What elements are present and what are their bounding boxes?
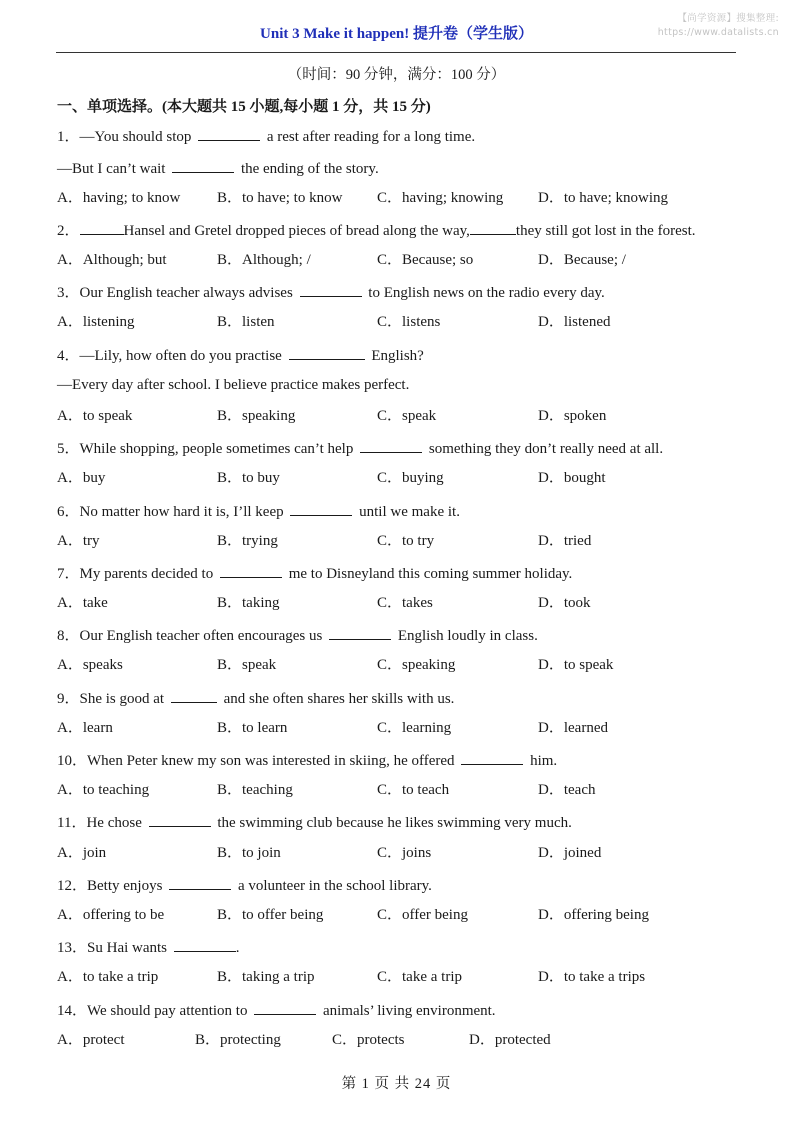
question-7-options (57, 593, 753, 613)
stem-text: We should pay attention to (87, 1003, 252, 1019)
option-c[interactable]: C．speak (377, 408, 437, 424)
option-d[interactable]: D．Because; / (538, 252, 626, 268)
stem-text: —Lily, how often do you practise (79, 348, 286, 364)
option-c[interactable]: C．learning (377, 720, 452, 736)
question-10-stem (57, 749, 753, 769)
option-a[interactable]: A．offering to be (57, 907, 165, 923)
option-d[interactable]: D．tried (538, 533, 592, 549)
option-c[interactable]: C．to try (377, 533, 435, 549)
question-number: 12． (57, 878, 88, 894)
stem-text: English loudly in class. (394, 628, 538, 644)
option-b[interactable]: B．protecting (195, 1032, 281, 1048)
option-d[interactable]: D．took (538, 595, 591, 611)
stem-text: to English news on the radio every day. (364, 285, 605, 301)
question-number: 10． (57, 753, 88, 769)
question-4-options (57, 406, 753, 426)
stem-text: the ending of the story. (237, 161, 379, 177)
question-number: 13． (57, 940, 88, 956)
question-number: 3． (57, 285, 80, 301)
stem-text: a rest after reading for a long time. (263, 129, 476, 145)
title-divider (56, 52, 736, 53)
option-d[interactable]: D．offering being (538, 907, 649, 923)
option-c[interactable]: C．Because; so (377, 252, 474, 268)
question-number: 14． (57, 1003, 88, 1019)
question-12-stem (57, 874, 753, 894)
option-b[interactable]: B．taking (217, 595, 280, 611)
option-d[interactable]: D．listened (538, 314, 611, 330)
stem-text: Hansel and Gretel dropped pieces of bread along the way, (123, 223, 470, 239)
option-a[interactable]: A．learn (57, 720, 113, 736)
option-b[interactable]: B．trying (217, 533, 278, 549)
question-number: 6． (57, 504, 80, 520)
question-3-stem (57, 281, 753, 301)
stem-text: the swimming club because he likes swimming very much. (213, 815, 572, 831)
answer-blank[interactable] (198, 125, 260, 141)
answer-blank[interactable] (220, 562, 282, 578)
option-c[interactable]: C．joins (377, 845, 432, 861)
answer-blank[interactable] (254, 999, 316, 1015)
stem-text: until we make it. (355, 504, 460, 520)
answer-blank[interactable] (300, 281, 362, 297)
stem-text: they still got lost in the forest. (515, 223, 696, 239)
option-b[interactable]: B．to learn (217, 720, 288, 736)
answer-blank[interactable] (461, 749, 523, 765)
option-c[interactable]: C．protects (332, 1032, 405, 1048)
stem-text: something they don’t really need at all. (425, 441, 664, 457)
question-number: 9． (57, 691, 80, 707)
stem-text: . (235, 940, 240, 956)
watermark-line-1: 【尚学资源】搜集整理: (677, 13, 779, 24)
watermark-line-2: https://www.datalists.cn (657, 27, 779, 38)
option-c[interactable]: C．to teach (377, 782, 450, 798)
option-b[interactable]: B．speaking (217, 408, 296, 424)
answer-blank[interactable] (470, 219, 516, 235)
question-9-stem (57, 687, 753, 707)
stem-text: While shopping, people sometimes can’t help (79, 441, 358, 457)
answer-blank[interactable] (80, 219, 124, 235)
stem-text: English? (367, 348, 424, 364)
option-d[interactable]: D．joined (538, 845, 602, 861)
option-c[interactable]: C．take a trip (377, 969, 462, 985)
option-c[interactable]: C．listens (377, 314, 441, 330)
question-4-stem (57, 344, 753, 364)
stem-text: She is good at (79, 691, 168, 707)
option-d[interactable]: D．bought (538, 470, 606, 486)
answer-blank[interactable] (289, 344, 365, 360)
stem-text: him. (526, 753, 558, 769)
option-b[interactable]: B．to have; to know (217, 190, 343, 206)
option-a[interactable]: A．to teaching (57, 782, 150, 798)
option-b[interactable]: B．to join (217, 845, 281, 861)
option-a[interactable]: A．speaks (57, 657, 123, 673)
stem-text: Our English teacher often encourages us (79, 628, 327, 644)
stem-text: me to Disneyland this coming summer holiday. (284, 566, 573, 582)
question-number: 2． (57, 223, 80, 239)
answer-blank[interactable] (290, 500, 352, 516)
option-c[interactable]: C．speaking (377, 657, 456, 673)
option-c[interactable]: C．offer being (377, 907, 468, 923)
option-a[interactable]: A．join (57, 845, 107, 861)
option-c[interactable]: C．buying (377, 470, 444, 486)
option-d[interactable]: D．to take a trips (538, 969, 646, 985)
question-5-stem (57, 437, 753, 457)
answer-blank[interactable] (169, 874, 231, 890)
option-a[interactable]: A．try (57, 533, 100, 549)
question-11-stem (57, 811, 753, 831)
stem-text: —But I can’t wait (57, 161, 170, 177)
answer-blank[interactable] (149, 811, 211, 827)
option-b[interactable]: B．speak (217, 657, 277, 673)
question-6-options (57, 531, 753, 551)
question-number: 4． (57, 348, 80, 364)
question-7-stem (57, 562, 753, 582)
answer-blank[interactable] (172, 157, 234, 173)
question-12-options (57, 905, 753, 925)
option-d[interactable]: D．to speak (538, 657, 614, 673)
option-b[interactable]: B．taking a trip (217, 969, 315, 985)
stem-text: When Peter knew my son was interested in skiing, he offered (87, 753, 459, 769)
question-number: 1． (57, 129, 80, 145)
option-d[interactable]: D．to have; knowing (538, 190, 668, 206)
option-c[interactable]: C．having; knowing (377, 190, 504, 206)
answer-blank[interactable] (329, 624, 391, 640)
question-2-options (57, 250, 753, 270)
question-2-stem (57, 219, 753, 239)
stem-text: —You should stop (79, 129, 196, 145)
stem-text: Our English teacher always advises (79, 285, 297, 301)
question-number: 7． (57, 566, 80, 582)
question-11-options (57, 843, 753, 863)
question-10-options (57, 780, 753, 800)
option-a[interactable]: A．Although; but (57, 252, 167, 268)
question-6-stem (57, 500, 753, 520)
option-b[interactable]: B．to offer being (217, 907, 324, 923)
option-c[interactable]: C．takes (377, 595, 433, 611)
option-b[interactable]: B．Although; / (217, 252, 311, 268)
page-number: 第 1 页 共 24 页 (341, 1076, 452, 1092)
option-b[interactable]: B．teaching (217, 782, 293, 798)
option-a[interactable]: A．protect (57, 1032, 125, 1048)
question-number: 5． (57, 441, 80, 457)
option-a[interactable]: A．to take a trip (57, 969, 159, 985)
option-d[interactable]: D．protected (469, 1032, 551, 1048)
question-14-stem (57, 999, 753, 1019)
stem-text: —Every day after school. I believe practice makes perfect. (57, 377, 410, 393)
stem-text: a volunteer in the school library. (234, 878, 432, 894)
answer-blank[interactable] (171, 687, 217, 703)
question-1-stem (57, 125, 753, 145)
option-a[interactable]: A．having; to know (57, 190, 181, 206)
option-a[interactable]: A．buy (57, 470, 106, 486)
option-d[interactable]: D．spoken (538, 408, 607, 424)
stem-text: Betty enjoys (87, 878, 167, 894)
stem-text: My parents decided to (79, 566, 217, 582)
question-8-options (57, 655, 753, 675)
section-heading: 一、单项选择。(本大题共 15 小题,每小题 1 分，共 15 分) (57, 99, 431, 115)
stem-text: animals’ living environment. (319, 1003, 496, 1019)
stem-text: He chose (86, 815, 146, 831)
question-number: 8． (57, 628, 80, 644)
stem-text: and she often shares her skills with us. (219, 691, 455, 707)
stem-text: No matter how hard it is, I’ll keep (79, 504, 288, 520)
question-4-stem-line-2 (57, 375, 753, 395)
option-a[interactable]: A．listening (57, 314, 135, 330)
stem-text: Su Hai wants (87, 940, 171, 956)
question-9-options (57, 718, 753, 738)
option-b[interactable]: B．to buy (217, 470, 280, 486)
question-13-options (57, 967, 753, 987)
page-title: Unit 3 Make it happen! 提升卷（学生版） (260, 26, 533, 42)
exam-time-info: （时间：90 分钟，满分：100 分） (287, 67, 506, 83)
option-a[interactable]: A．to speak (57, 408, 133, 424)
option-b[interactable]: B．listen (217, 314, 275, 330)
answer-blank[interactable] (360, 437, 422, 453)
option-d[interactable]: D．learned (538, 720, 608, 736)
question-3-options (57, 312, 753, 332)
question-5-options (57, 468, 753, 488)
option-a[interactable]: A．take (57, 595, 108, 611)
question-1-options (57, 188, 753, 208)
question-14-options (57, 1030, 753, 1050)
question-1-stem-line-2 (57, 157, 753, 177)
question-8-stem (57, 624, 753, 644)
option-d[interactable]: D．teach (538, 782, 596, 798)
question-number: 11． (57, 815, 87, 831)
answer-blank[interactable] (174, 936, 236, 952)
question-13-stem (57, 936, 753, 956)
